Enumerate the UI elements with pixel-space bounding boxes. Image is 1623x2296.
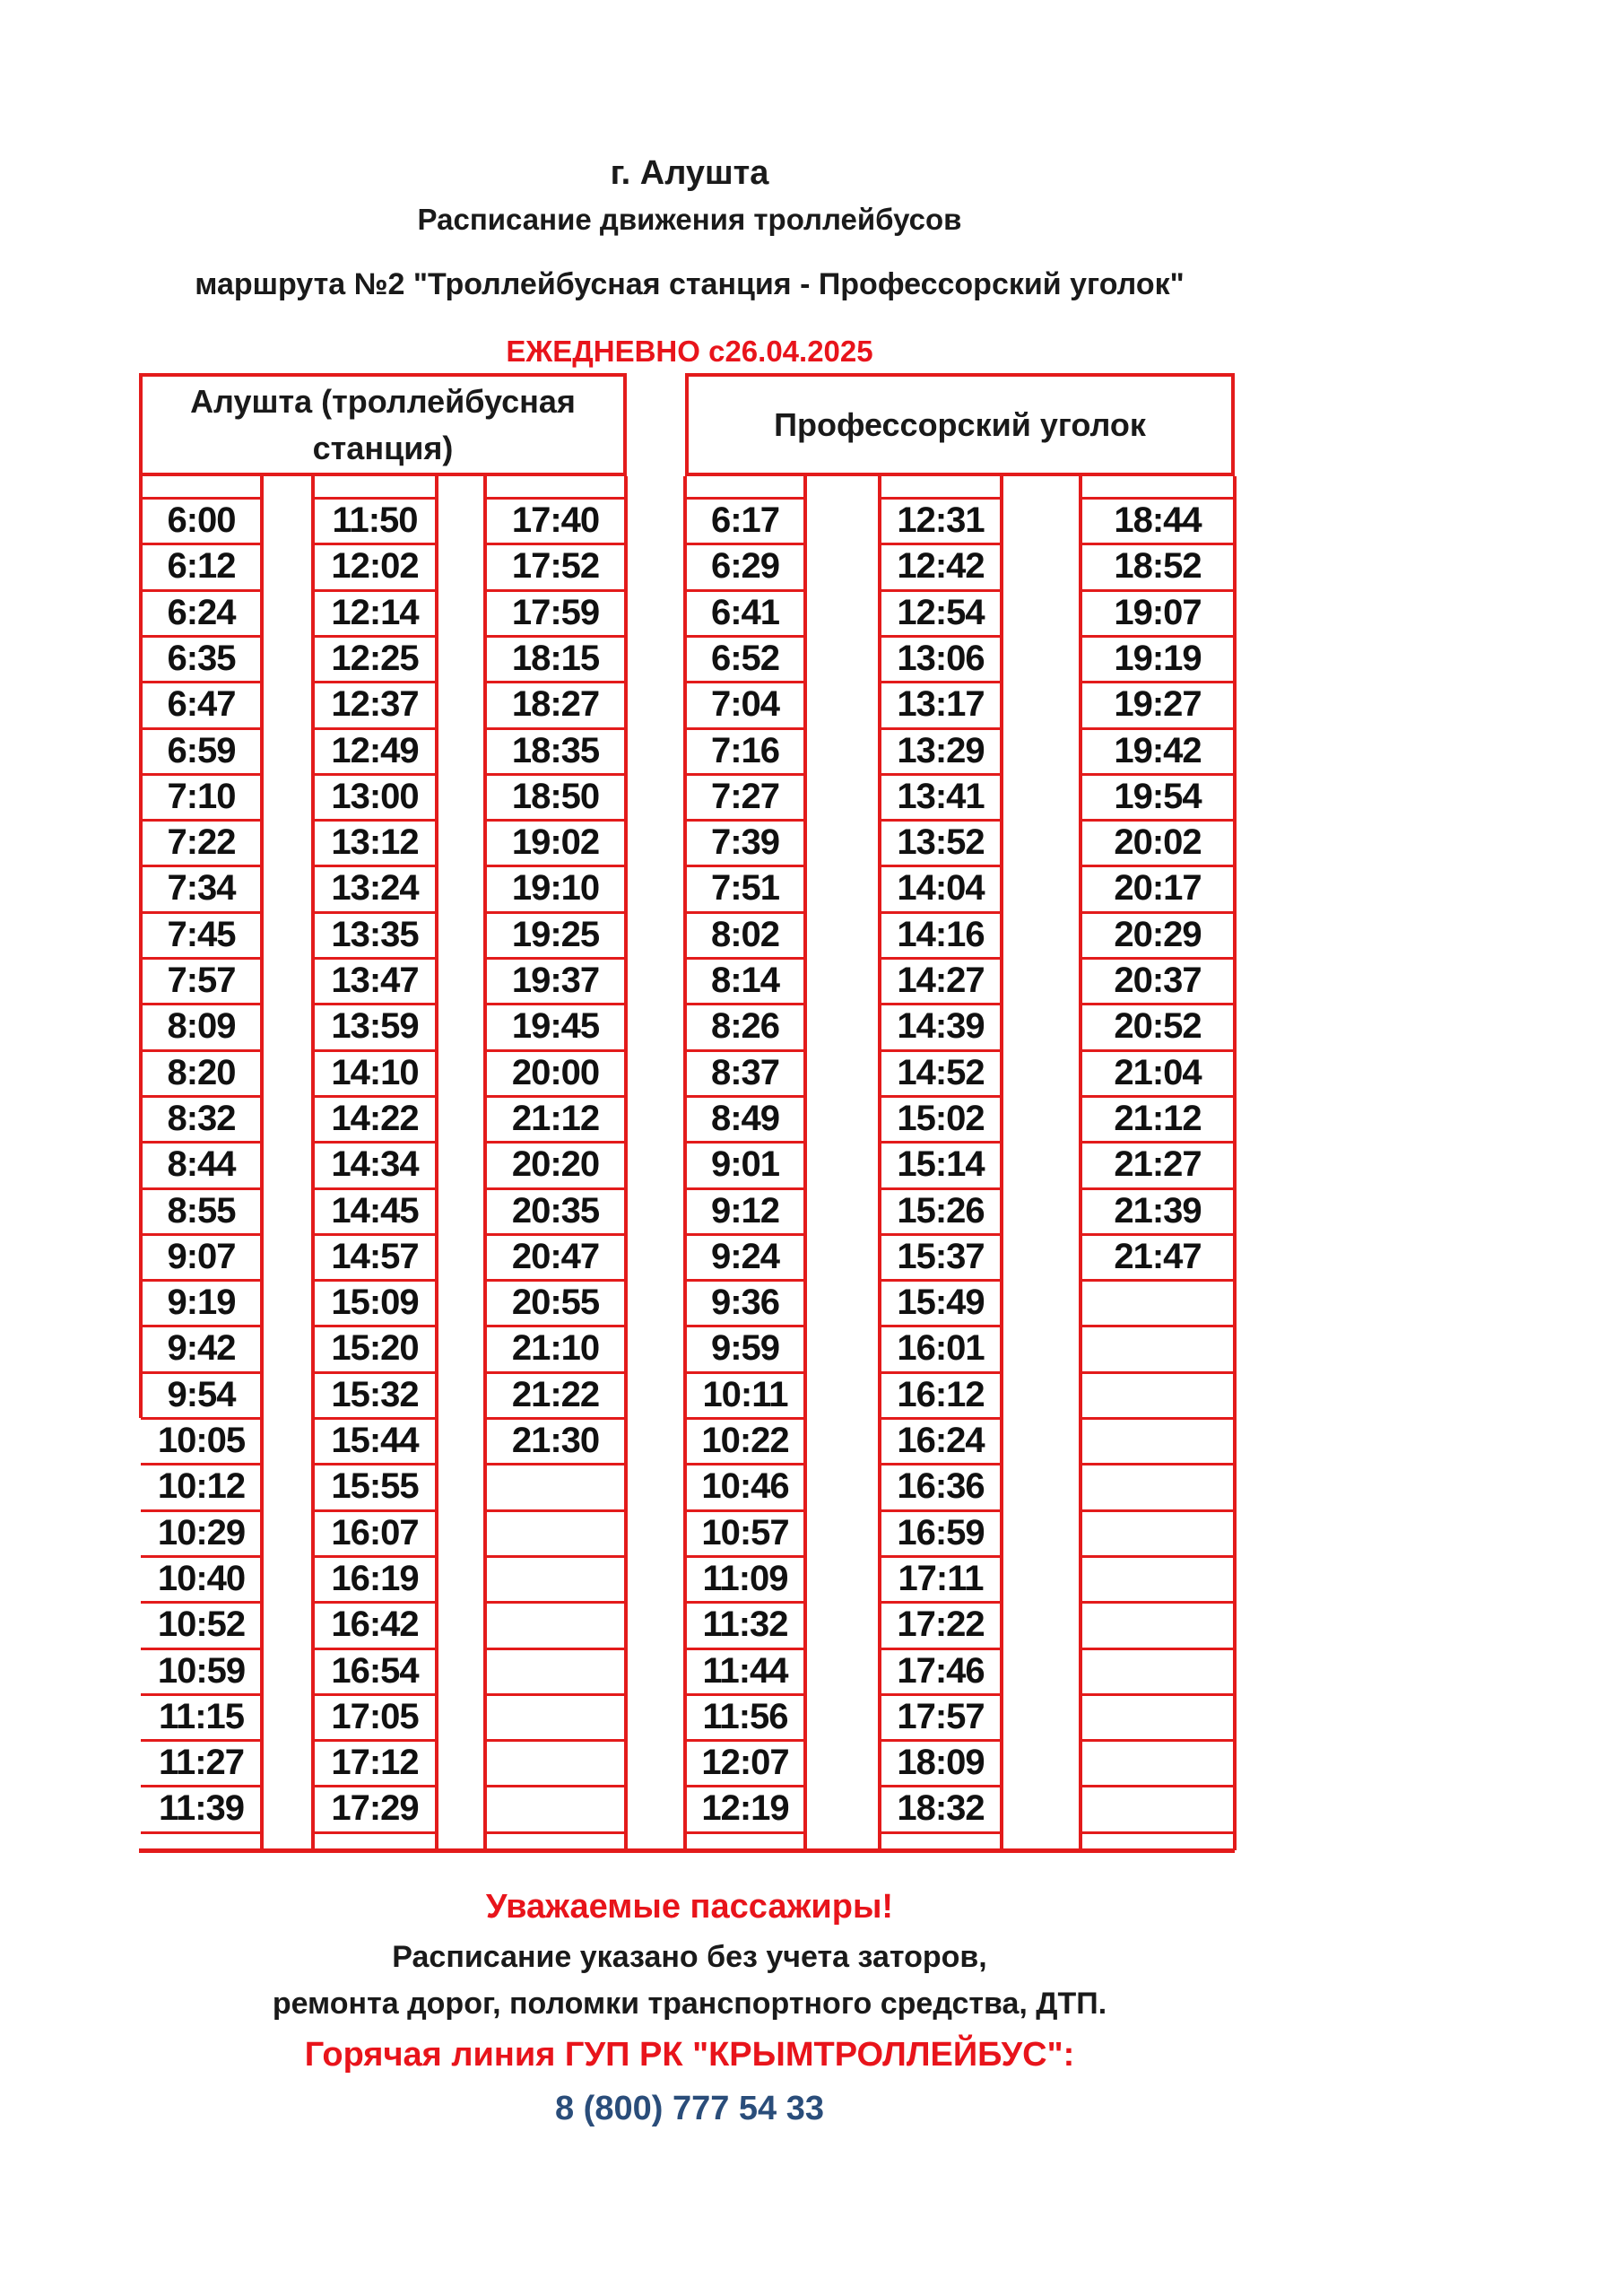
- time-cell: 12:37: [331, 684, 419, 725]
- time-cell: 14:27: [897, 961, 985, 1000]
- time-cell: 13:00: [331, 776, 419, 816]
- time-cell: 21:39: [1114, 1190, 1202, 1231]
- time-cell: 21:10: [511, 1328, 600, 1369]
- time-cell: 18:15: [511, 638, 600, 678]
- time-cell: 21:04: [1114, 1052, 1202, 1092]
- time-cell: 7:57: [167, 961, 236, 1000]
- time-cell: 10:29: [157, 1512, 246, 1552]
- grid-line: [1081, 1739, 1235, 1742]
- time-cell: 7:45: [167, 914, 236, 954]
- time-cell: 19:10: [511, 868, 600, 909]
- time-cell: 9:42: [167, 1328, 236, 1369]
- time-cell: 19:07: [1114, 592, 1202, 632]
- time-cell: 17:12: [331, 1743, 419, 1783]
- time-cell: 17:29: [331, 1788, 419, 1829]
- time-cell: 14:10: [331, 1052, 419, 1092]
- time-cell: 11:50: [332, 500, 418, 540]
- time-cell: 13:17: [897, 684, 985, 725]
- time-cell: 19:19: [1114, 638, 1202, 678]
- grid-line: [141, 1831, 262, 1834]
- time-cell: 16:24: [897, 1421, 985, 1460]
- grid-line: [1081, 1509, 1235, 1512]
- grid-line: [485, 1831, 626, 1834]
- grid-line: [1081, 1601, 1235, 1604]
- time-cell: 17:59: [511, 592, 600, 632]
- time-cell: 17:11: [898, 1558, 984, 1598]
- time-cell: 6:35: [167, 638, 236, 678]
- time-cell: 16:01: [897, 1328, 985, 1369]
- time-cell: 15:09: [331, 1283, 419, 1323]
- time-cell: 11:15: [158, 1696, 245, 1736]
- time-cell: 15:14: [897, 1144, 985, 1185]
- grid-line: [485, 1601, 626, 1604]
- time-cell: 14:34: [331, 1144, 419, 1185]
- time-cell: 19:45: [511, 1006, 600, 1047]
- time-cell: 20:52: [1114, 1006, 1202, 1047]
- time-cell: 15:37: [897, 1236, 985, 1276]
- time-cell: 6:17: [710, 500, 780, 540]
- time-cell: 7:10: [167, 776, 236, 816]
- time-cell: 13:06: [897, 638, 985, 678]
- time-cell: 21:30: [511, 1421, 600, 1460]
- time-cell: 13:24: [331, 868, 419, 909]
- time-cell: 18:50: [511, 776, 600, 816]
- time-cell: 18:52: [1114, 546, 1202, 587]
- time-cell: 13:29: [897, 730, 985, 770]
- time-cell: 7:51: [710, 868, 780, 909]
- time-cell: 16:54: [331, 1650, 419, 1691]
- time-cell: 14:45: [331, 1190, 419, 1231]
- time-cell: 16:42: [331, 1605, 419, 1645]
- grid-line: [1081, 1785, 1235, 1787]
- grid-line: [485, 1509, 626, 1512]
- time-cell: 6:59: [167, 730, 236, 770]
- time-cell: 8:37: [710, 1052, 780, 1092]
- time-cell: 12:31: [897, 500, 985, 540]
- time-cell: 15:02: [897, 1098, 985, 1138]
- grid-line: [880, 1831, 1002, 1834]
- footer-hotline-phone: 8 (800) 777 54 33: [554, 2090, 824, 2127]
- time-cell: 19:25: [511, 914, 600, 954]
- time-cell: 17:52: [511, 546, 600, 587]
- time-cell: 20:35: [511, 1190, 600, 1231]
- grid-line: [1081, 1831, 1235, 1834]
- time-cell: 6:29: [710, 546, 780, 587]
- time-cell: 12:02: [331, 546, 419, 587]
- time-cell: 6:12: [167, 546, 236, 587]
- time-cell: 14:22: [331, 1098, 419, 1138]
- stop-header-right: Профессорский уголок: [685, 373, 1235, 476]
- time-cell: 20:29: [1114, 914, 1202, 954]
- time-cell: 18:35: [511, 730, 600, 770]
- footer-hotline-label: Горячая линия ГУП РК "КРЫМТРОЛЛЕЙБУС":: [304, 2036, 1075, 2074]
- validity-label: ЕЖЕДНЕВНО с26.04.2025: [506, 335, 873, 368]
- time-cell: 7:22: [167, 822, 236, 863]
- grid-line: [485, 1648, 626, 1650]
- time-cell: 11:39: [158, 1788, 245, 1829]
- time-cell: 12:42: [897, 546, 985, 587]
- time-cell: 20:02: [1114, 822, 1202, 863]
- time-cell: 14:04: [897, 868, 985, 909]
- time-cell: 10:52: [157, 1605, 246, 1645]
- time-cell: 15:44: [331, 1421, 419, 1460]
- grid-line: [1081, 1693, 1235, 1696]
- time-cell: 20:47: [511, 1236, 600, 1276]
- time-cell: 6:00: [167, 500, 236, 540]
- time-cell: 20:17: [1114, 868, 1202, 909]
- time-cell: 7:27: [710, 776, 780, 816]
- time-cell: 17:57: [897, 1696, 985, 1736]
- time-cell: 8:26: [710, 1006, 780, 1047]
- time-cell: 10:57: [701, 1512, 789, 1552]
- time-cell: 12:54: [897, 592, 985, 632]
- time-cell: 11:32: [702, 1605, 788, 1645]
- grid-line: [1081, 1325, 1235, 1327]
- time-cell: 16:07: [331, 1512, 419, 1552]
- time-cell: 6:52: [710, 638, 780, 678]
- time-cell: 12:49: [331, 730, 419, 770]
- time-cell: 9:07: [167, 1236, 236, 1276]
- time-cell: 18:09: [897, 1743, 985, 1783]
- time-cell: 10:46: [701, 1466, 789, 1507]
- time-cell: 20:00: [511, 1052, 600, 1092]
- time-cell: 17:46: [897, 1650, 985, 1691]
- table-bottom-border: [139, 1848, 1235, 1853]
- grid-line: [1081, 1417, 1235, 1420]
- time-cell: 16:19: [331, 1558, 419, 1598]
- time-cell: 18:27: [511, 684, 600, 725]
- footer-note-line2: ремонта дорог, поломки транспортного средства, ДТП.: [272, 1987, 1107, 2021]
- time-cell: 8:44: [167, 1144, 236, 1185]
- time-cell: 13:41: [897, 776, 985, 816]
- time-cell: 12:25: [331, 638, 419, 678]
- time-cell: 21:12: [1114, 1098, 1202, 1138]
- page-subtitle: Расписание движения троллейбусов: [417, 203, 962, 236]
- time-cell: 6:41: [710, 592, 780, 632]
- time-cell: 10:11: [702, 1374, 788, 1414]
- time-cell: 13:59: [331, 1006, 419, 1047]
- time-cell: 17:05: [331, 1696, 419, 1736]
- time-cell: 20:37: [1114, 961, 1202, 1000]
- grid-line: [1081, 1371, 1235, 1374]
- time-cell: 11:09: [702, 1558, 788, 1598]
- time-cell: 9:36: [710, 1283, 780, 1323]
- time-cell: 10:05: [157, 1421, 246, 1460]
- grid-line: [313, 1831, 437, 1834]
- time-cell: 19:27: [1114, 684, 1202, 725]
- grid-line: [1081, 1648, 1235, 1650]
- time-cell: 8:55: [167, 1190, 236, 1231]
- time-cell: 16:59: [897, 1512, 985, 1552]
- time-cell: 13:52: [897, 822, 985, 863]
- time-cell: 11:56: [702, 1696, 788, 1736]
- stop-header-left: Алушта (троллейбусная станция): [139, 373, 627, 476]
- time-cell: 9:24: [710, 1236, 780, 1276]
- time-cell: 13:35: [331, 914, 419, 954]
- time-cell: 9:59: [710, 1328, 780, 1369]
- grid-line: [485, 1463, 626, 1465]
- time-cell: 7:16: [710, 730, 780, 770]
- grid-line: [1081, 1279, 1235, 1282]
- time-cell: 14:39: [897, 1006, 985, 1047]
- time-cell: 10:22: [701, 1421, 789, 1460]
- page-title-city: г. Алушта: [610, 154, 769, 192]
- time-cell: 18:32: [897, 1788, 985, 1829]
- time-cell: 14:16: [897, 914, 985, 954]
- time-cell: 7:34: [167, 868, 236, 909]
- grid-line: [1081, 1555, 1235, 1558]
- route-title: маршрута №2 "Троллейбусная станция - Профессорский уголок": [195, 267, 1185, 301]
- time-cell: 12:14: [331, 592, 419, 632]
- time-cell: 15:26: [897, 1190, 985, 1231]
- time-cell: 10:12: [157, 1466, 246, 1507]
- time-cell: 19:02: [511, 822, 600, 863]
- time-cell: 11:44: [702, 1650, 788, 1691]
- time-cell: 20:20: [511, 1144, 600, 1185]
- time-cell: 16:12: [897, 1374, 985, 1414]
- grid-line: [485, 1555, 626, 1558]
- time-cell: 13:47: [331, 961, 419, 1000]
- time-cell: 8:02: [710, 914, 780, 954]
- footer-note-line1: Расписание указано без учета заторов,: [392, 1940, 987, 1974]
- grid-line: [485, 1693, 626, 1696]
- time-cell: 21:27: [1114, 1144, 1202, 1185]
- time-cell: 10:59: [157, 1650, 246, 1691]
- grid-line: [1081, 1463, 1235, 1465]
- time-cell: 10:40: [157, 1558, 246, 1598]
- time-cell: 19:42: [1114, 730, 1202, 770]
- time-cell: 12:19: [701, 1788, 789, 1829]
- time-cell: 8:49: [710, 1098, 780, 1138]
- time-cell: 7:04: [710, 684, 780, 725]
- footer-greeting: Уважаемые пассажиры!: [485, 1888, 894, 1926]
- time-cell: 14:57: [331, 1236, 419, 1276]
- time-cell: 15:49: [897, 1283, 985, 1323]
- time-cell: 17:40: [511, 500, 600, 540]
- time-cell: 13:12: [331, 822, 419, 863]
- time-cell: 6:47: [167, 684, 236, 725]
- time-cell: 21:47: [1114, 1236, 1202, 1276]
- time-cell: 19:37: [511, 961, 600, 1000]
- time-cell: 6:24: [167, 592, 236, 632]
- time-cell: 21:12: [511, 1098, 600, 1138]
- time-cell: 19:54: [1114, 776, 1202, 816]
- time-cell: 9:01: [710, 1144, 780, 1185]
- grid-line: [485, 1785, 626, 1787]
- time-cell: 16:36: [897, 1466, 985, 1507]
- time-cell: 21:22: [511, 1374, 600, 1414]
- grid-line: [485, 1739, 626, 1742]
- time-cell: 20:55: [511, 1283, 600, 1323]
- grid-line: [685, 1831, 805, 1834]
- time-cell: 8:20: [167, 1052, 236, 1092]
- time-cell: 7:39: [710, 822, 780, 863]
- time-cell: 18:44: [1114, 500, 1202, 540]
- time-cell: 15:32: [331, 1374, 419, 1414]
- time-cell: 17:22: [897, 1605, 985, 1645]
- time-cell: 8:14: [710, 961, 780, 1000]
- time-cell: 8:09: [167, 1006, 236, 1047]
- time-cell: 9:19: [167, 1283, 236, 1323]
- time-cell: 9:54: [167, 1374, 236, 1414]
- time-cell: 14:52: [897, 1052, 985, 1092]
- time-cell: 8:32: [167, 1098, 236, 1138]
- time-cell: 15:20: [331, 1328, 419, 1369]
- time-cell: 15:55: [331, 1466, 419, 1507]
- time-cell: 12:07: [701, 1743, 789, 1783]
- time-cell: 11:27: [158, 1743, 245, 1783]
- time-cell: 9:12: [710, 1190, 780, 1231]
